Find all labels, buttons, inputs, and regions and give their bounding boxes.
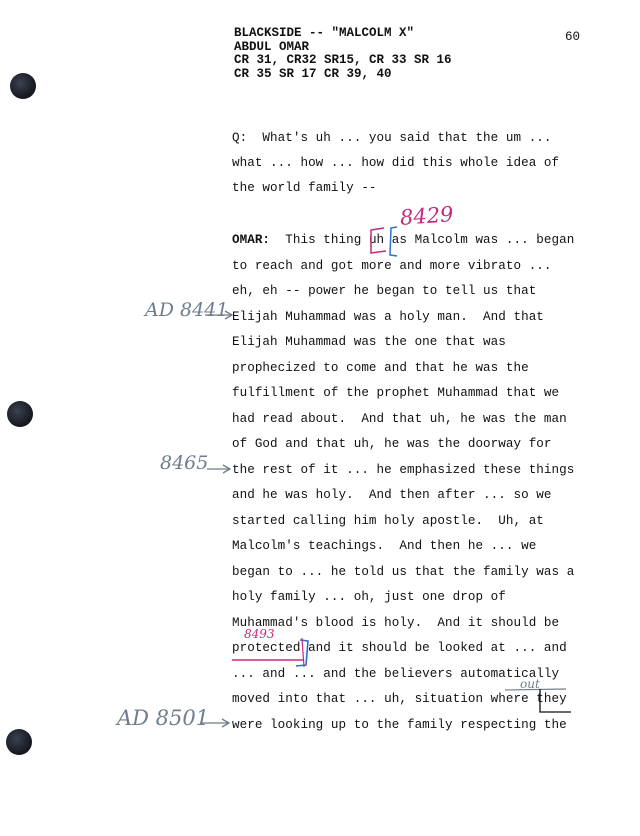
arrow-8465 [207, 465, 230, 473]
answer-line: began to ... he told us that the family was a [232, 565, 575, 579]
binder-hole-middle [7, 401, 33, 427]
header-line-title: BLACKSIDE -- "MALCOLM X" [234, 26, 415, 40]
timecode-note-8465: 8465 [160, 452, 209, 474]
answer-line: fulfillment of the prophet Muhammad that we [232, 386, 560, 400]
answer-line: and he was holy. And then after ... so we [232, 488, 552, 502]
header-line-interviewee: ABDUL OMAR [234, 39, 310, 54]
answer-line: had read about. And that uh, he was the man [232, 412, 567, 426]
answer-line: Muhammad's blood is holy. And it should be [232, 616, 560, 630]
answer-line: holy family ... oh, just one drop of [232, 590, 506, 604]
answer-line: of God and that uh, he was the doorway for [232, 437, 552, 451]
header-line-rolls-1: CR 31, CR32 SR15, CR 33 SR 16 [234, 53, 452, 67]
speaker-label: OMAR: [232, 233, 271, 247]
answer-line: were looking up to the family respecting the [232, 718, 567, 732]
ad-note-8441: AD 8441 [145, 299, 229, 321]
answer-line: eh, eh -- power he began to tell us that [232, 284, 537, 298]
answer-line: This thing uh as Malcolm was ... began [270, 233, 575, 247]
answer-line: started calling him holy apostle. Uh, at [232, 514, 544, 528]
timecode-note-8429: 8429 [399, 202, 455, 230]
answer-line: Malcolm's teachings. And then he ... we [232, 539, 537, 553]
page-number: 60 [565, 30, 581, 44]
binder-hole-bottom [6, 729, 32, 755]
answer-first-line [232, 233, 574, 247]
answer-line: to reach and got more and more vibrato ... [232, 259, 552, 273]
header-line-rolls-2: CR 35 SR 17 CR 39, 40 [234, 66, 392, 81]
answer-line: the rest of it ... he emphasized these things [232, 463, 575, 477]
answer-line: prophecized to come and that he was the [232, 361, 529, 375]
answer-line: ... and ... and the believers automatically [232, 667, 560, 681]
answer-line: Elijah Muhammad was the one that was [232, 335, 506, 349]
question-line: Q: What's uh ... you said that the um ... [232, 131, 552, 145]
question-line: the world family -- [232, 181, 377, 195]
ad-note-8501: AD 8501 [117, 706, 210, 730]
answer-line: Elijah Muhammad was a holy man. And that [232, 310, 544, 324]
question-line: what ... how ... how did this whole idea of [232, 156, 560, 170]
document-header [234, 27, 452, 81]
binder-hole-top [10, 73, 36, 99]
answer-line: protected and it should be looked at ... and [232, 641, 567, 655]
timecode-note-8493: 8493 [244, 627, 275, 641]
answer-line: moved into that ... uh, situation where they [232, 692, 567, 706]
out-note: out [520, 677, 540, 691]
